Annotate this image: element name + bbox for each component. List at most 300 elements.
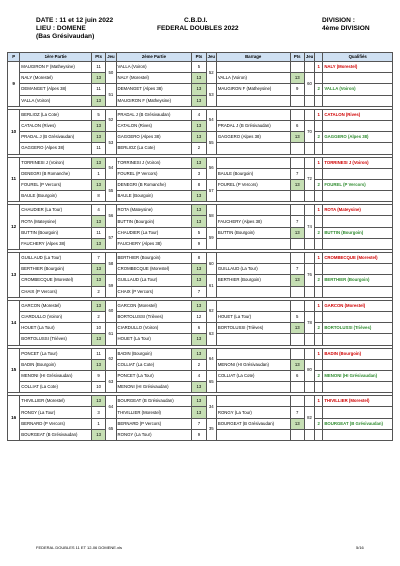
barrage-points: 13	[290, 179, 304, 190]
barrage-team: GAGGERO (Alpes 38)	[216, 132, 290, 143]
team-name: ROTA (Mateysine)	[116, 205, 192, 216]
qualified-rank: 1	[315, 300, 323, 311]
team-points: 9	[192, 238, 206, 249]
table-row	[8, 382, 393, 393]
poule-number: 11	[8, 157, 20, 202]
team-name: GAGGERO (Alpes 38)	[116, 132, 192, 143]
team-points: 13	[192, 84, 206, 95]
barrage-empty	[216, 205, 290, 216]
team-points: 6	[192, 323, 206, 334]
barrage-empty	[216, 95, 290, 106]
qualified-empty	[315, 238, 323, 249]
column-header: Pts	[290, 53, 304, 62]
qualified-empty	[323, 95, 393, 106]
barrage-empty	[290, 95, 304, 106]
team-name: CROMBECQUE (Morestel)	[116, 264, 192, 275]
team-name: ROTA (Mateysine)	[20, 216, 92, 227]
qualified-rank: 2	[315, 179, 323, 190]
qualified-empty	[315, 429, 323, 440]
team-points: 5	[91, 109, 105, 120]
barrage-team: BAULE (Bourgoin)	[216, 168, 290, 179]
game-number: 62	[206, 300, 216, 322]
team-name: THIVILLIER (Morestel)	[20, 396, 92, 407]
team-name: BADIN (Bourgoin)	[116, 348, 192, 359]
barrage-points: 13	[290, 73, 304, 84]
team-points: 13	[91, 264, 105, 275]
game-number: 54	[106, 157, 116, 179]
team-points: 13	[192, 396, 206, 407]
barrage-game-number: 78	[304, 311, 314, 333]
column-header: P	[8, 53, 20, 62]
qualified-empty	[323, 407, 393, 418]
qualified-rank: 2	[315, 275, 323, 286]
table-row	[8, 348, 393, 359]
qualified-empty	[315, 216, 323, 227]
team-points: 4	[192, 370, 206, 381]
team-points: 7	[192, 286, 206, 297]
team-name: BADIN (Bourgoin)	[20, 359, 92, 370]
team-points: 2	[91, 286, 105, 297]
team-points: 2	[192, 143, 206, 154]
header-division-label: DIVISION :	[322, 17, 355, 24]
barrage-points: 13	[290, 323, 304, 334]
qualified-empty	[315, 95, 323, 106]
barrage-empty	[290, 238, 304, 249]
team-name: BUTTIN (Bourgoin)	[116, 216, 192, 227]
barrage-points: 13	[290, 227, 304, 238]
team-points: 8	[91, 191, 105, 202]
poule-number: 13	[8, 253, 20, 298]
team-name: GUILLAUD (La Tour)	[116, 275, 192, 286]
barrage-empty	[216, 429, 290, 440]
team-points: 13	[192, 73, 206, 84]
barrage-points: 6	[290, 120, 304, 131]
game-number: 56	[106, 205, 116, 227]
team-points: 7	[192, 418, 206, 429]
game-number: 59	[106, 275, 116, 297]
game-number: 62	[106, 348, 116, 370]
barrage-empty	[304, 95, 314, 106]
table-row	[8, 132, 393, 143]
poule-number: 9	[8, 62, 20, 107]
table-row	[8, 62, 393, 73]
team-points: 11	[91, 227, 105, 238]
team-name: BOURGEAT (B Grésivaudan)	[116, 396, 192, 407]
barrage-team: VALLA (Voiron)	[216, 73, 290, 84]
qualified-team: TORRINESI J (Voiron)	[323, 157, 393, 168]
table-row	[8, 84, 393, 95]
team-points: 13	[192, 205, 206, 216]
qualified-team: MENONI (HI Grésivaudan)	[323, 370, 393, 381]
team-points: 13	[91, 132, 105, 143]
table-row	[8, 323, 393, 334]
barrage-points: 9	[290, 84, 304, 95]
qualified-empty	[315, 311, 323, 322]
column-header: Barrage	[216, 53, 290, 62]
table-row	[8, 275, 393, 286]
qualified-team: CROMBECQUE (Morestel)	[323, 253, 393, 264]
qualified-team: BERTHIER (Bourgoin)	[323, 275, 393, 286]
poule-number: 15	[8, 348, 20, 393]
barrage-empty	[290, 143, 304, 154]
team-points: 9	[192, 429, 206, 440]
team-points: 13	[91, 238, 105, 249]
barrage-team: MENONI (HI Grésivaudan)	[216, 359, 290, 370]
team-points: 9	[91, 370, 105, 381]
barrage-empty	[290, 191, 304, 202]
column-header: 1ère Partie	[20, 53, 92, 62]
barrage-empty	[304, 143, 314, 154]
game-number: 61	[206, 275, 216, 297]
game-number: 64	[106, 396, 116, 418]
game-number: 58	[106, 253, 116, 275]
barrage-empty	[290, 348, 304, 359]
qualified-empty	[315, 359, 323, 370]
barrage-empty	[216, 253, 290, 264]
game-number: 55	[106, 179, 116, 201]
team-points: 13	[91, 179, 105, 190]
barrage-points: 13	[290, 275, 304, 286]
qualified-rank: 1	[315, 157, 323, 168]
team-name: BOURGEAT (B Grésivaudan)	[20, 429, 92, 440]
team-name: BERTHIER (Bourgoin)	[20, 264, 92, 275]
qualified-rank: 1	[315, 109, 323, 120]
team-points: 13	[91, 429, 105, 440]
table-row	[8, 311, 393, 322]
barrage-team: FOUREL (P Vercors)	[216, 179, 290, 190]
team-points: 1	[91, 168, 105, 179]
game-number: 35	[206, 418, 216, 440]
qualified-team: NALY (Morestel)	[323, 62, 393, 73]
barrage-empty	[216, 157, 290, 168]
header-date: DATE : 11 et 12 juin 2022	[36, 17, 114, 24]
team-name: PRADAL J (B Grésivaudan)	[116, 109, 192, 120]
team-points: 13	[192, 95, 206, 106]
team-points: 13	[192, 191, 206, 202]
qualified-team: BORTOLUSSI (Trièves)	[323, 323, 393, 334]
game-number: 55	[206, 132, 216, 154]
team-points: 4	[91, 205, 105, 216]
team-points: 11	[91, 143, 105, 154]
team-name: GAGGERO (Alpes 38)	[20, 143, 92, 154]
team-name: TORRINESI J (Voiron)	[20, 157, 92, 168]
team-points: 13	[91, 300, 105, 311]
table-row	[8, 227, 393, 238]
qualified-empty	[315, 407, 323, 418]
barrage-empty	[304, 109, 314, 120]
barrage-empty	[304, 348, 314, 359]
team-name: MAUGIRON F (Matheysine)	[116, 95, 192, 106]
team-points: 11	[91, 84, 105, 95]
team-name: CHAUDIER (La Tour)	[20, 205, 92, 216]
qualified-empty	[315, 73, 323, 84]
team-name: RONGY (La Tour)	[20, 407, 92, 418]
team-points: 1	[91, 418, 105, 429]
team-name: CROMBECQUE (Morestel)	[20, 275, 92, 286]
barrage-empty	[216, 334, 290, 345]
game-number: 61	[106, 323, 116, 345]
team-name: GARCON (Morestel)	[20, 300, 92, 311]
team-name: PONCET (La Tour)	[20, 348, 92, 359]
barrage-team: BOURGEAT (B Grésivaudan)	[216, 418, 290, 429]
team-name: CATALON (Rives)	[116, 120, 192, 131]
game-number: 54	[206, 109, 216, 131]
qualified-empty	[315, 191, 323, 202]
qualified-empty	[323, 143, 393, 154]
team-points: 13	[91, 157, 105, 168]
team-points: 13	[91, 216, 105, 227]
game-number: 63	[206, 323, 216, 345]
team-name: BERLIOZ (La Cote)	[20, 109, 92, 120]
barrage-game-number: 70	[304, 120, 314, 142]
barrage-team: HOUET (La Tour)	[216, 311, 290, 322]
qualified-empty	[323, 216, 393, 227]
qualified-rank: 2	[315, 418, 323, 429]
team-points: 5	[192, 62, 206, 73]
barrage-points: 6	[290, 370, 304, 381]
qualified-empty	[315, 120, 323, 131]
team-name: MENONI (HI Grésivaudan)	[20, 370, 92, 381]
game-number: 53	[206, 84, 216, 106]
header-lieu: LIEU : DOMENE	[36, 25, 86, 32]
barrage-team: PRADAL J (B Grésivaudan)	[216, 120, 290, 131]
poule-number: 16	[8, 396, 20, 441]
barrage-game-number: 76	[304, 264, 314, 286]
table-row	[8, 407, 393, 418]
team-points: 13	[91, 359, 105, 370]
barrage-empty	[304, 191, 314, 202]
qualified-rank: 2	[315, 132, 323, 143]
table-row	[8, 109, 393, 120]
barrage-points: 13	[290, 132, 304, 143]
team-name: MENONI (HI Grésivaudan)	[116, 382, 192, 393]
team-name: BORTOLUSSI (Trièves)	[116, 311, 192, 322]
team-name: BERNARD (P Vercors)	[116, 418, 192, 429]
team-name: BERTHIER (Bourgoin)	[116, 253, 192, 264]
table-row	[8, 253, 393, 264]
barrage-game-number: 80	[304, 359, 314, 381]
team-points: 8	[192, 253, 206, 264]
game-number: 58	[206, 205, 216, 227]
game-number: 52	[206, 62, 216, 84]
table-row	[8, 120, 393, 131]
team-points: 13	[192, 382, 206, 393]
team-name: BUTTIN (Bourgoin)	[20, 227, 92, 238]
barrage-empty	[290, 429, 304, 440]
barrage-points: 5	[290, 311, 304, 322]
qualified-empty	[315, 143, 323, 154]
barrage-empty	[290, 286, 304, 297]
barrage-team: BERTHIER (Bourgoin)	[216, 275, 290, 286]
team-points: 13	[192, 120, 206, 131]
table-row	[8, 429, 393, 440]
game-number: 51	[106, 84, 116, 106]
team-points: 11	[91, 62, 105, 73]
team-name: GARCON (Morestel)	[116, 300, 192, 311]
team-name: THIVILLIER (Morestel)	[116, 407, 192, 418]
barrage-empty	[304, 300, 314, 311]
team-points: 13	[192, 275, 206, 286]
team-name: CHAUDIER (La Tour)	[116, 227, 192, 238]
team-points: 2	[192, 359, 206, 370]
barrage-empty	[290, 62, 304, 73]
team-points: 13	[91, 73, 105, 84]
column-header: Pts	[192, 53, 206, 62]
qualified-rank: 1	[315, 253, 323, 264]
barrage-empty	[216, 191, 290, 202]
barrage-empty	[304, 62, 314, 73]
table-row	[8, 370, 393, 381]
team-name: CATALON (Rives)	[20, 120, 92, 131]
barrage-game-number: 72	[304, 168, 314, 190]
barrage-points: 13	[290, 418, 304, 429]
barrage-empty	[304, 205, 314, 216]
table-row	[8, 264, 393, 275]
game-number: 34	[206, 396, 216, 418]
barrage-empty	[304, 253, 314, 264]
team-name: FAUCHERY (Alpes 38)	[20, 238, 92, 249]
column-header: Jeu	[106, 53, 116, 62]
team-name: FOUREL (P Vercors)	[116, 168, 192, 179]
team-points: 13	[192, 132, 206, 143]
qualified-rank: 2	[315, 227, 323, 238]
table-row	[8, 95, 393, 106]
team-name: NALY (Morestel)	[20, 73, 92, 84]
barrage-empty	[216, 286, 290, 297]
team-name: RONGY (La Tour)	[116, 429, 192, 440]
header-division-value: 4ème DIVISION	[322, 25, 370, 32]
table-row	[8, 179, 393, 190]
table-row	[8, 334, 393, 345]
team-points: 13	[91, 275, 105, 286]
team-name: MAUGIRON F (Matheysine)	[20, 62, 92, 73]
barrage-empty	[304, 157, 314, 168]
team-points: 13	[192, 216, 206, 227]
barrage-team: RONGY (La Tour)	[216, 407, 290, 418]
barrage-empty	[290, 157, 304, 168]
qualified-empty	[323, 73, 393, 84]
poule-number: 10	[8, 109, 20, 154]
qualified-rank: 1	[315, 62, 323, 73]
barrage-game-number: 82	[304, 407, 314, 429]
team-name: BERNARD (P Vercors)	[20, 418, 92, 429]
team-name: BAULE (Bourgoin)	[116, 191, 192, 202]
team-points: 10	[91, 323, 105, 334]
barrage-empty	[216, 62, 290, 73]
table-row	[8, 191, 393, 202]
team-points: 4	[192, 109, 206, 120]
qualified-empty	[315, 286, 323, 297]
footer-filename: FEDERAL DOUBLES 11 ET 12-06 DOMENE.xls	[36, 545, 122, 550]
team-points: 13	[192, 157, 206, 168]
qualified-empty	[323, 429, 393, 440]
game-number: 65	[106, 418, 116, 440]
barrage-empty	[290, 253, 304, 264]
results-table	[7, 52, 393, 441]
team-points: 13	[192, 300, 206, 311]
header-lieu-detail: (Bas Grésivaudan)	[36, 33, 95, 40]
table-row	[8, 205, 393, 216]
barrage-team: COLLIAT (La Cote)	[216, 370, 290, 381]
barrage-empty	[304, 382, 314, 393]
qualified-team: BOURGEAT (B Grésivaudan)	[323, 418, 393, 429]
game-number: 57	[106, 227, 116, 249]
team-name: DENEGRI (B Romanche)	[116, 179, 192, 190]
table-row	[8, 216, 393, 227]
qualified-empty	[315, 382, 323, 393]
table-row	[8, 359, 393, 370]
team-points: 3	[192, 168, 206, 179]
column-header: Jeu	[304, 53, 314, 62]
game-number: 52	[106, 109, 116, 131]
qualified-empty	[323, 238, 393, 249]
barrage-team: BORTOLUSSI (Trièves)	[216, 323, 290, 334]
game-number: 60	[106, 300, 116, 322]
qualified-team: VALLA (Voiron)	[323, 84, 393, 95]
barrage-empty	[290, 300, 304, 311]
qualified-empty	[315, 334, 323, 345]
barrage-empty	[290, 396, 304, 407]
header-org: C.B.D.I.	[184, 17, 208, 24]
team-name: COLLIAT (La Cote)	[20, 382, 92, 393]
game-number: 60	[206, 253, 216, 275]
barrage-empty	[290, 334, 304, 345]
qualified-team: ROTA (Mateysine)	[323, 205, 393, 216]
column-header: Pts	[91, 53, 105, 62]
team-name: GUILLAUD (La Tour)	[20, 253, 92, 264]
team-name: BORTOLUSSI (Trièves)	[20, 334, 92, 345]
barrage-empty	[216, 109, 290, 120]
barrage-empty	[304, 334, 314, 345]
team-name: PRADAL J (B Grésivaudan)	[20, 132, 92, 143]
barrage-empty	[290, 109, 304, 120]
qualified-empty	[323, 334, 393, 345]
team-points: 7	[91, 253, 105, 264]
team-name: DEMANGET (Alpes 38)	[116, 84, 192, 95]
barrage-empty	[216, 348, 290, 359]
team-name: DEMANGET (Alpes 38)	[20, 84, 92, 95]
game-number: 57	[206, 179, 216, 201]
team-name: DENEGRI (B Romanche)	[20, 168, 92, 179]
qualified-team: BUTTIN (Bourgoin)	[323, 227, 393, 238]
game-number: 65	[206, 370, 216, 392]
table-row	[8, 143, 393, 154]
game-number: 63	[106, 370, 116, 392]
team-points: 13	[192, 407, 206, 418]
table-header	[8, 53, 393, 62]
qualified-rank: 1	[315, 348, 323, 359]
table-row	[8, 300, 393, 311]
team-points: 10	[91, 382, 105, 393]
barrage-game-number: 60	[304, 73, 314, 95]
table-row	[8, 418, 393, 429]
qualified-empty	[323, 286, 393, 297]
qualified-rank: 2	[315, 370, 323, 381]
team-name: CIARDULLO (Voiron)	[116, 323, 192, 334]
team-name: BAULE (Bourgoin)	[20, 191, 92, 202]
team-name: CHAIX (P Vercors)	[20, 286, 92, 297]
team-points: 8	[192, 179, 206, 190]
qualified-team: GAGGERO (Alpes 38)	[323, 132, 393, 143]
team-points: 13	[91, 95, 105, 106]
qualified-rank: 2	[315, 323, 323, 334]
qualified-team: FOUREL (P Vercors)	[323, 179, 393, 190]
team-name: NALY (Morestel)	[116, 73, 192, 84]
column-header: 2ème Partie	[116, 53, 192, 62]
team-points: 11	[91, 348, 105, 359]
header-event: FEDERAL DOUBLES 2022	[157, 25, 239, 32]
barrage-points: 7	[290, 407, 304, 418]
